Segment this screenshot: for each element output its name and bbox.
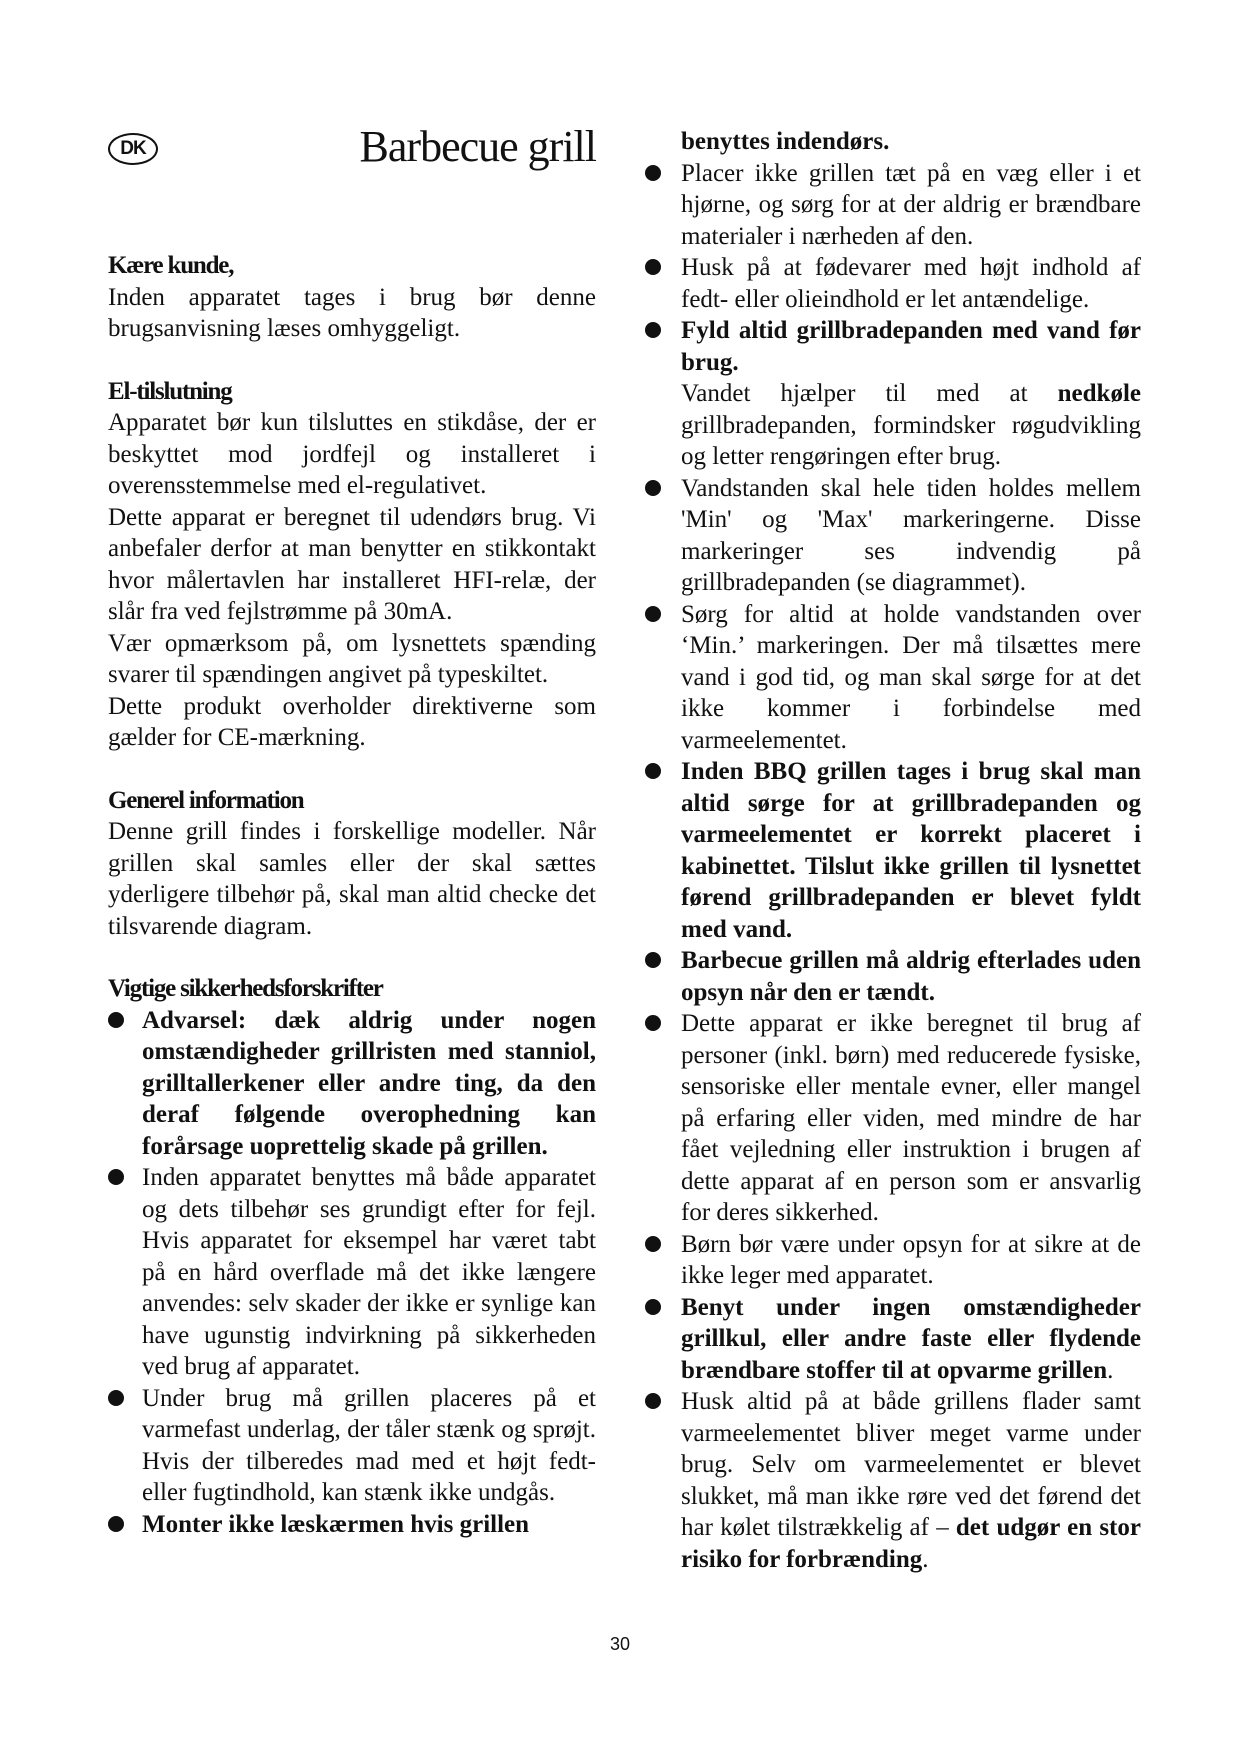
bullet-icon xyxy=(645,259,661,275)
electrical-paragraph-3: Vær opmærksom på, om lysnettets spænding svarer til spændingen angivet på typeskiltet. xyxy=(108,629,596,688)
right-bullet-10-bold: Benyt under ingen omstændigheder grillkul, eller andre faste eller flydende brændbare stoffer til at opvarme grillen xyxy=(681,1293,1141,1384)
bullet-icon xyxy=(108,1012,124,1028)
list-item xyxy=(645,1292,1141,1387)
bullet-icon xyxy=(645,1299,661,1315)
right-bullet-7: Barbecue grillen må aldrig efterlades uden opsyn når den er tændt. xyxy=(681,947,1141,1006)
right-bullet-3-text xyxy=(681,378,1141,473)
safety-bullet-2: Inden apparatet benyttes må både apparatet og dets tilbehør ses grundigt efter for fejl. Hvis apparatet for eksempel har været tabt på en hård overflade må det ikke længere anvendes: selv skader der ikke er synlige kan have ugunstig indvirkning på sikkerheden ved brug af apparatet. xyxy=(142,1164,596,1380)
electrical-paragraph-1: Apparatet bør kun tilsluttes en stikdåse, der er beskyttet mod jordfejl og installeret i overensstemmelse med el-regulativet. xyxy=(108,409,596,499)
bullet-icon xyxy=(645,763,661,779)
list-item xyxy=(645,158,1141,253)
list-item xyxy=(108,1162,596,1383)
bullet-icon xyxy=(645,165,661,181)
bullet-icon xyxy=(645,1236,661,1252)
list-item xyxy=(645,126,1141,158)
right-column xyxy=(645,126,1141,1575)
electrical-section xyxy=(108,376,596,754)
greeting-section xyxy=(108,250,596,345)
right-bullet-5: Sørg for altid at holde vandstanden over ‘Min.’ markeringen. Der må tilsættes mere vand i god tid, og man skal sørge for at det ikke kommer i forbindelse med varmeelementet. xyxy=(681,600,1141,754)
general-section xyxy=(108,785,596,943)
list-item xyxy=(108,1005,596,1163)
right-bullet-11-bold: det udgør en stor risiko for forbrænding xyxy=(681,1514,1141,1573)
list-item xyxy=(645,1008,1141,1229)
list-item xyxy=(645,252,1141,315)
right-bullet-4: Vandstanden skal hele tiden holdes mellem 'Min' og 'Max' markeringerne. Disse markeringer ses indvendig på grillbradepanden (se diagrammet). xyxy=(681,474,1141,596)
right-bullet-9: Børn bør være under opsyn for at sikre at de ikke leger med apparatet. xyxy=(681,1230,1141,1289)
safety-bullet-4: Monter ikke læskærmen hvis grillen xyxy=(142,1510,530,1538)
list-item xyxy=(645,756,1141,945)
electrical-paragraph-2: Dette apparat er beregnet til udendørs brug. Vi anbefaler derfor at man benytter en stikkontakt hvor målertavlen har installeret HFI-relæ, der slår fra ved fejlstrømme på 30mA. xyxy=(108,503,596,625)
bullet-icon xyxy=(645,952,661,968)
bullet-icon xyxy=(645,606,661,622)
safety-heading: Vigtige sikkerhedsforskrifter xyxy=(108,975,383,1002)
list-item xyxy=(108,1509,596,1541)
bullet-icon xyxy=(108,1390,124,1406)
general-heading: Generel information xyxy=(108,786,304,814)
bullet-icon xyxy=(108,1169,124,1185)
general-text: Denne grill findes i forskellige modeller. Når grillen skal samles eller der skal sættes yderligere tilbehør på, skal man altid checke det tilsvarende diagram. xyxy=(108,818,596,940)
greeting-heading: Kære kunde, xyxy=(108,252,234,279)
continuation-text: benyttes indendørs. xyxy=(681,128,890,155)
right-bullet-6: Inden BBQ grillen tages i brug skal man altid sørge for at grillbradepanden og varmeelementet er korrekt placeret i kabinettet. Tilslut ikke grillen til lysnettet førend grillbradepanden er blevet fyldt med vand. xyxy=(681,758,1141,943)
bullet-icon xyxy=(645,1393,661,1409)
left-column xyxy=(108,250,596,1540)
right-bullet-3-text-a: Vandet hjælper til med at xyxy=(681,380,1058,407)
right-bullet-8: Dette apparat er ikke beregnet til brug af personer (inkl. børn) med reducerede fysiske, sensoriske eller mentale evner, eller mangel på erfaring eller viden, med mindre de har fået vejledning eller instruktion i brugen af dette apparat af en person som er ansvarlig for deres sikkerhed. xyxy=(681,1010,1141,1226)
right-bullet-11-end: . xyxy=(922,1545,929,1573)
right-bullet-11-text: Husk altid på at både grillens flader samt varmeelementet bliver meget varme under brug. Selv om varmeelementet er blevet slukket, må man ikke røre ved det førend det har kølet tilstrækkelig af – xyxy=(681,1388,1141,1541)
right-bullet-3-text-b: grillbradepanden, formindsker røgudvikling og letter rengøringen efter brug. xyxy=(681,411,1141,470)
greeting-text: Inden apparatet tages i brug bør denne brugsanvisning læses omhyggeligt. xyxy=(108,283,596,342)
right-bullet-3-bold: Fyld altid grillbradepanden med vand før brug. xyxy=(681,317,1141,376)
list-item xyxy=(645,1386,1141,1575)
page-number: 30 xyxy=(609,1634,631,1654)
language-badge: DK xyxy=(108,133,158,165)
list-item xyxy=(645,1229,1141,1292)
safety-list xyxy=(108,1005,596,1541)
bullet-icon xyxy=(645,322,661,338)
right-bullet-3-text-bold: nedkøle xyxy=(1057,380,1141,407)
list-item xyxy=(645,315,1141,473)
bullet-icon xyxy=(645,1015,661,1031)
list-item xyxy=(645,473,1141,599)
bullet-icon xyxy=(645,480,661,496)
right-bullet-10-end: . xyxy=(1107,1356,1114,1384)
right-bullet-1: Placer ikke grillen tæt på en væg eller i et hjørne, og sørg for at der aldrig er brændbare materialer i nærheden af den. xyxy=(681,159,1141,250)
list-item xyxy=(645,599,1141,757)
bullet-icon xyxy=(108,1516,124,1532)
electrical-heading: El-tilslutning xyxy=(108,377,232,405)
right-bullet-2: Husk på at fødevarer med højt indhold af fedt- eller olieindhold er let antændelige. xyxy=(681,254,1141,313)
electrical-paragraph-4: Dette produkt overholder direktiverne som gælder for CE-mærkning. xyxy=(108,692,596,751)
safety-bullet-1: Advarsel: dæk aldrig under nogen omstændigheder grillristen med stanniol, grilltallerkener eller andre ting, da den deraf følgende overophedning kan forårsage uoprettelig skade på grillen. xyxy=(142,1006,596,1160)
safety-list-continued xyxy=(645,126,1141,1575)
list-item xyxy=(108,1383,596,1509)
list-item xyxy=(645,945,1141,1008)
safety-bullet-3: Under brug må grillen placeres på et varmefast underlag, der tåler stænk og sprøjt. Hvis der tilberedes mad med et højt fedt- eller fugtindhold, kan stænk ikke undgås. xyxy=(142,1384,596,1506)
page-title: Barbecue grill xyxy=(359,122,596,171)
safety-section xyxy=(108,973,596,1540)
